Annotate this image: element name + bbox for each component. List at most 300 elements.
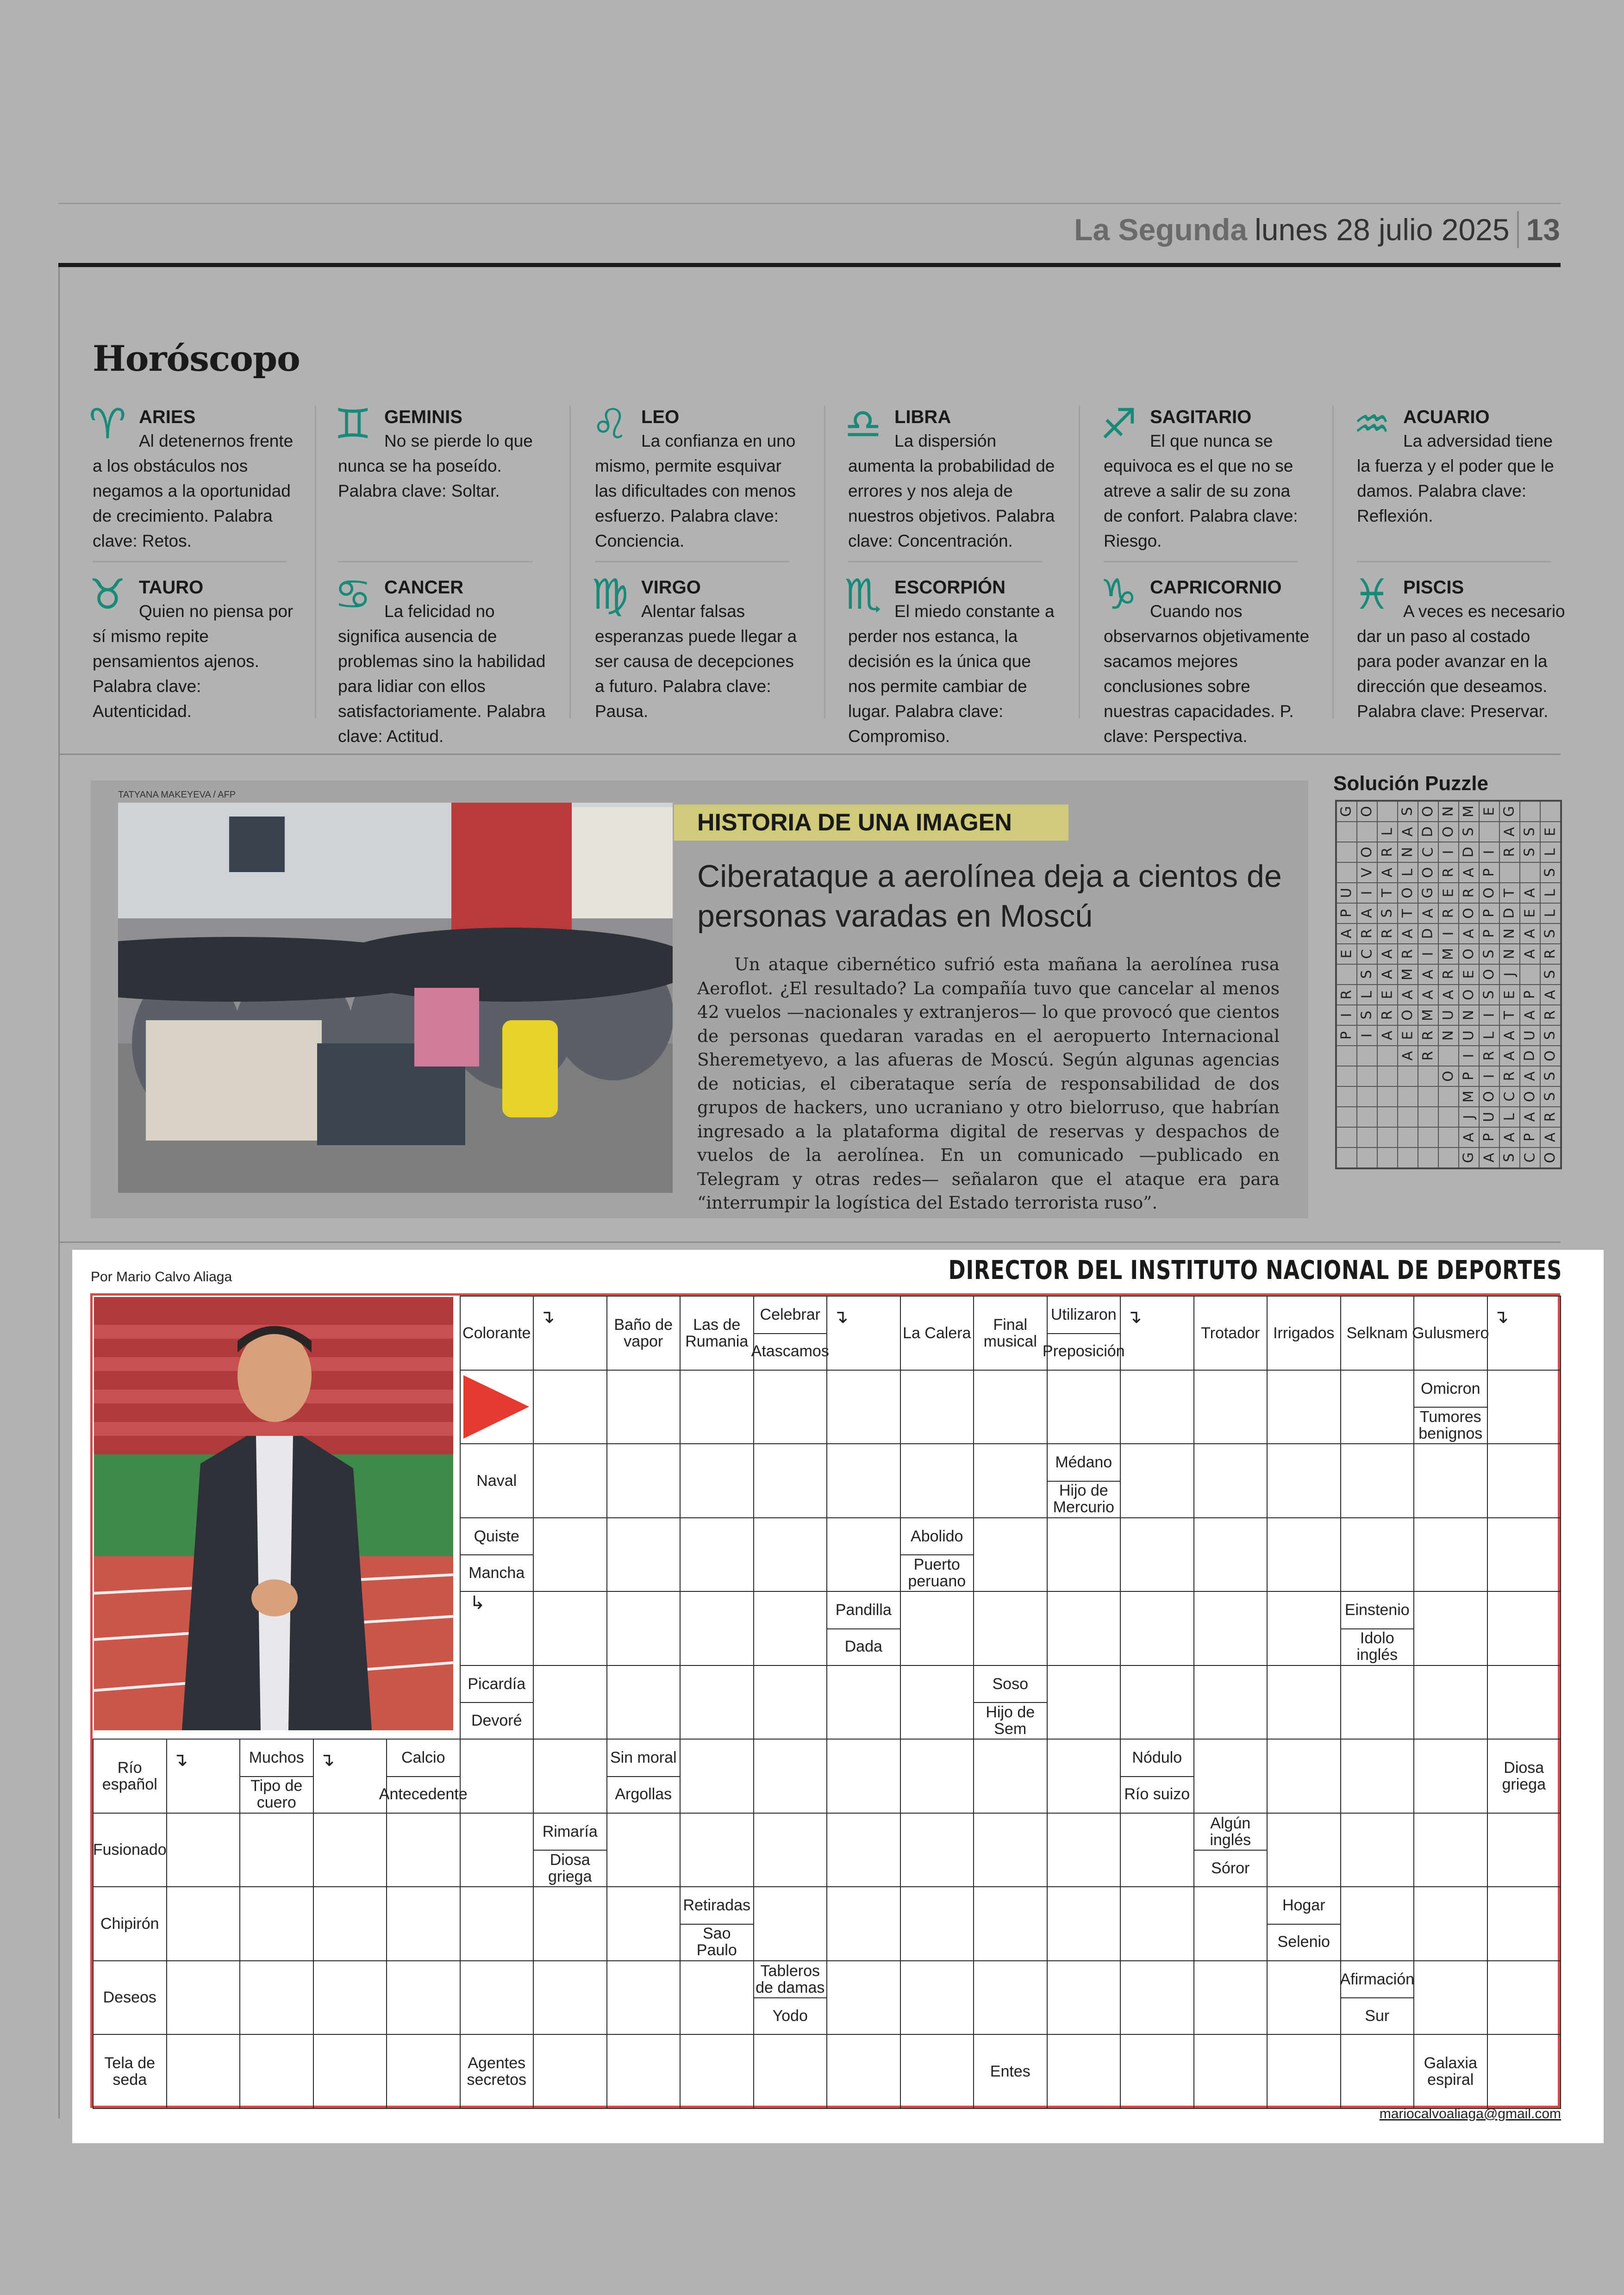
solution-letter: G bbox=[1338, 806, 1355, 817]
answer-cell[interactable] bbox=[973, 1960, 1048, 2035]
answer-cell[interactable] bbox=[973, 1517, 1048, 1592]
down-arrow-icon: ↴ bbox=[1126, 1306, 1142, 1328]
horoscope-sign-virgo bbox=[591, 570, 803, 724]
clue-text: Irrigados bbox=[1273, 1324, 1335, 1342]
answer-cell[interactable] bbox=[1413, 1739, 1488, 1814]
answer-cell[interactable] bbox=[1340, 2034, 1415, 2109]
solution-cell bbox=[1520, 842, 1540, 862]
solution-letter: A bbox=[1399, 990, 1416, 1000]
sign-text: Al detenernos frente a los obstáculos nos negamos a la oportunidad de crecimiento. Palabra clave: Retos. bbox=[93, 431, 294, 550]
zodiac-icon: ♌ bbox=[591, 400, 629, 449]
answer-cell[interactable] bbox=[313, 1886, 387, 1961]
answer-cell[interactable] bbox=[1340, 1443, 1415, 1518]
clue-cell bbox=[1340, 1296, 1415, 1371]
answer-cell[interactable] bbox=[1267, 1665, 1341, 1740]
sign-name: CANCER bbox=[384, 577, 464, 598]
solution-cell bbox=[1499, 822, 1520, 842]
answer-cell[interactable] bbox=[1120, 1813, 1194, 1888]
solution-letter: R bbox=[1440, 908, 1456, 918]
horoscope-sign-escorpin bbox=[844, 570, 1056, 749]
clue-cell bbox=[93, 1739, 167, 1814]
solution-cell bbox=[1520, 1066, 1540, 1086]
answer-cell[interactable] bbox=[1487, 1960, 1562, 2035]
solution-letter: O bbox=[1542, 1152, 1558, 1163]
answer-cell[interactable] bbox=[166, 1960, 241, 2035]
solution-letter: M bbox=[1419, 1009, 1436, 1021]
clue-cell bbox=[1193, 1813, 1268, 1888]
answer-cell[interactable] bbox=[1267, 1960, 1341, 2035]
sign-name: LEO bbox=[641, 407, 680, 427]
answer-cell[interactable] bbox=[1047, 2034, 1121, 2109]
answer-cell[interactable] bbox=[1267, 1739, 1341, 1814]
solution-cell bbox=[1398, 1005, 1418, 1025]
answer-cell[interactable] bbox=[1487, 1813, 1562, 1888]
answer-cell[interactable] bbox=[1413, 1813, 1488, 1888]
solution-cell bbox=[1479, 1066, 1499, 1086]
answer-cell[interactable] bbox=[973, 1370, 1048, 1445]
sign-name: GEMINIS bbox=[384, 407, 462, 427]
solution-letter: I bbox=[1480, 850, 1497, 854]
solution-cell bbox=[1459, 1086, 1479, 1107]
solution-letter: R bbox=[1542, 1010, 1558, 1020]
answer-cell[interactable] bbox=[533, 1443, 607, 1518]
clue-text: Afirmación bbox=[1340, 1970, 1415, 1988]
answer-cell[interactable] bbox=[1340, 1665, 1415, 1740]
answer-cell[interactable] bbox=[826, 2034, 901, 2109]
answer-cell[interactable] bbox=[1487, 2034, 1562, 2109]
answer-cell[interactable] bbox=[826, 1517, 901, 1592]
clue-text: Puerto peruano bbox=[908, 1555, 966, 1590]
answer-cell[interactable] bbox=[753, 1370, 828, 1445]
answer-cell[interactable] bbox=[606, 1960, 681, 2035]
answer-cell[interactable] bbox=[1047, 1813, 1121, 1888]
clue-cell bbox=[1413, 2034, 1488, 2109]
answer-cell[interactable] bbox=[1487, 1886, 1562, 1961]
answer-cell[interactable] bbox=[1267, 1813, 1341, 1888]
horoscope-sign-aries bbox=[89, 400, 301, 554]
answer-cell[interactable] bbox=[1120, 1517, 1194, 1592]
answer-cell[interactable] bbox=[1047, 1370, 1121, 1445]
solution-cell bbox=[1438, 1025, 1459, 1046]
answer-cell[interactable] bbox=[826, 1960, 901, 2035]
answer-cell[interactable] bbox=[753, 2034, 828, 2109]
answer-cell[interactable] bbox=[1340, 1886, 1415, 1961]
answer-cell[interactable] bbox=[973, 1886, 1048, 1961]
horoscope-sign-leo bbox=[591, 400, 803, 554]
answer-cell[interactable] bbox=[1120, 2034, 1194, 2109]
solution-letter: A bbox=[1379, 949, 1395, 959]
solution-letter: S bbox=[1521, 848, 1538, 857]
solution-cell bbox=[1418, 1086, 1438, 1107]
solution-cell bbox=[1377, 903, 1398, 923]
answer-cell[interactable] bbox=[753, 1813, 828, 1888]
sign-text: La dispersión aumenta la probabilidad de errores y nos aleja de nuestros objetivos. Palabra clave: Concentración. bbox=[848, 431, 1055, 550]
answer-cell[interactable] bbox=[1413, 1886, 1488, 1961]
answer-cell[interactable] bbox=[1047, 1960, 1121, 2035]
solution-cell bbox=[1499, 1107, 1520, 1127]
solution-cell bbox=[1377, 1127, 1398, 1148]
answer-cell[interactable] bbox=[753, 1886, 828, 1961]
answer-cell[interactable] bbox=[680, 1370, 754, 1445]
solution-letter: S bbox=[1501, 1153, 1518, 1162]
solution-cell bbox=[1398, 1086, 1418, 1107]
sign-separator bbox=[93, 561, 287, 562]
header-divider bbox=[1517, 211, 1519, 248]
solution-cell bbox=[1499, 842, 1520, 862]
solution-letter: E bbox=[1542, 827, 1558, 836]
solution-cell bbox=[1499, 1127, 1520, 1148]
clue-cell bbox=[1340, 1960, 1415, 2035]
sign-separator bbox=[338, 561, 532, 562]
answer-cell[interactable] bbox=[1120, 1886, 1194, 1961]
answer-cell[interactable] bbox=[680, 1591, 754, 1666]
clue-cell bbox=[1120, 1739, 1194, 1814]
solution-cell bbox=[1520, 1086, 1540, 1107]
answer-cell[interactable] bbox=[826, 1370, 901, 1445]
solution-cell bbox=[1520, 883, 1540, 903]
answer-cell[interactable] bbox=[1487, 1370, 1562, 1445]
answer-cell[interactable] bbox=[1340, 1517, 1415, 1592]
clue-cell bbox=[460, 1665, 534, 1740]
answer-cell[interactable] bbox=[680, 1665, 754, 1740]
answer-cell[interactable] bbox=[753, 1443, 828, 1518]
solution-letter: I bbox=[1460, 1054, 1477, 1058]
answer-cell[interactable] bbox=[1267, 1591, 1341, 1666]
clue-text: Nódulo bbox=[1132, 1749, 1182, 1767]
answer-cell[interactable] bbox=[533, 1591, 607, 1666]
solution-letter: I bbox=[1480, 1074, 1497, 1079]
clue-text: Gulusmero bbox=[1412, 1324, 1489, 1342]
answer-cell[interactable] bbox=[1120, 1370, 1194, 1445]
answer-cell[interactable] bbox=[753, 1665, 828, 1740]
answer-cell[interactable] bbox=[900, 1370, 974, 1445]
solution-letter: O bbox=[1481, 1091, 1497, 1102]
solution-cell bbox=[1357, 842, 1377, 862]
solution-cell bbox=[1499, 862, 1520, 883]
solution-cell bbox=[1479, 964, 1499, 985]
clue-text: Celebrar bbox=[760, 1306, 820, 1324]
column-separator bbox=[569, 405, 571, 718]
column-separator bbox=[824, 405, 825, 718]
answer-cell[interactable] bbox=[753, 1739, 828, 1814]
solution-cell bbox=[1520, 985, 1540, 1005]
solution-cell bbox=[1377, 1025, 1398, 1046]
solution-letter: A bbox=[1338, 929, 1355, 939]
answer-cell[interactable] bbox=[386, 1813, 461, 1888]
answer-cell[interactable] bbox=[826, 1739, 901, 1814]
column-separator bbox=[315, 405, 316, 718]
answer-cell[interactable] bbox=[753, 1591, 828, 1666]
clue-cell bbox=[1047, 1443, 1121, 1518]
answer-cell[interactable] bbox=[900, 1665, 974, 1740]
sign-text: Cuando nos observarnos objetivamente sacamos mejores conclusiones sobre nuestras capacidades. P. clave: Perspectiva. bbox=[1104, 602, 1310, 746]
clue-cell bbox=[680, 1296, 754, 1371]
answer-cell[interactable] bbox=[1340, 1739, 1415, 1814]
answer-cell[interactable] bbox=[606, 1665, 681, 1740]
answer-cell[interactable] bbox=[313, 1813, 387, 1888]
solution-cell bbox=[1398, 964, 1418, 985]
solution-letter: D bbox=[1501, 908, 1518, 919]
answer-cell[interactable] bbox=[533, 1886, 607, 1961]
solution-cell bbox=[1479, 1148, 1499, 1168]
answer-cell[interactable] bbox=[900, 1960, 974, 2035]
solution-cell bbox=[1357, 1025, 1377, 1046]
answer-cell[interactable] bbox=[1193, 1591, 1268, 1666]
answer-cell[interactable] bbox=[313, 2034, 387, 2109]
solution-letter: P bbox=[1481, 929, 1497, 938]
solution-cell bbox=[1438, 903, 1459, 923]
clue-text: Argollas bbox=[615, 1785, 672, 1803]
answer-cell[interactable] bbox=[753, 1517, 828, 1592]
answer-cell[interactable] bbox=[533, 1517, 607, 1592]
clue-text: Quiste bbox=[474, 1527, 519, 1545]
answer-cell[interactable] bbox=[1120, 1665, 1194, 1740]
solution-letter: I bbox=[1338, 1013, 1355, 1017]
answer-cell[interactable] bbox=[606, 1370, 681, 1445]
answer-cell[interactable] bbox=[1193, 1517, 1268, 1592]
solution-letter: S bbox=[1379, 909, 1395, 918]
answer-cell[interactable] bbox=[900, 1591, 974, 1666]
author-email[interactable]: mariocalvoaliaga@gmail.com bbox=[1379, 2106, 1561, 2121]
answer-cell[interactable] bbox=[826, 1443, 901, 1518]
solution-cell bbox=[1520, 1025, 1540, 1046]
answer-cell[interactable] bbox=[1193, 1886, 1268, 1961]
solution-cell bbox=[1540, 822, 1561, 842]
solution-cell bbox=[1418, 903, 1438, 923]
solution-letter: R bbox=[1399, 949, 1416, 959]
answer-cell[interactable] bbox=[973, 1591, 1048, 1666]
solution-cell bbox=[1540, 1107, 1561, 1127]
solution-grid bbox=[1335, 800, 1562, 1169]
clue-cell bbox=[1267, 1886, 1341, 1961]
answer-cell[interactable] bbox=[1340, 1370, 1415, 1445]
solution-cell bbox=[1459, 1107, 1479, 1127]
solution-letter: N bbox=[1501, 948, 1518, 960]
answer-cell[interactable] bbox=[1193, 2034, 1268, 2109]
answer-cell[interactable] bbox=[1267, 1443, 1341, 1518]
answer-cell[interactable] bbox=[606, 1591, 681, 1666]
clue-text: Rimaría bbox=[542, 1822, 598, 1840]
solution-letter: A bbox=[1379, 1030, 1395, 1041]
answer-cell[interactable] bbox=[386, 2034, 461, 2109]
answer-cell[interactable] bbox=[1413, 1591, 1488, 1666]
answer-cell[interactable] bbox=[973, 1813, 1048, 1888]
solution-cell bbox=[1459, 1046, 1479, 1066]
solution-cell bbox=[1520, 1107, 1540, 1127]
answer-cell[interactable] bbox=[680, 1517, 754, 1592]
answer-cell[interactable] bbox=[606, 1813, 681, 1888]
clue-text: Sin moral bbox=[610, 1749, 677, 1767]
solution-cell bbox=[1337, 903, 1357, 923]
answer-cell[interactable] bbox=[680, 2034, 754, 2109]
solution-cell bbox=[1398, 1127, 1418, 1148]
answer-cell[interactable] bbox=[1340, 1813, 1415, 1888]
answer-cell[interactable] bbox=[533, 1739, 607, 1814]
solution-cell bbox=[1357, 883, 1377, 903]
answer-cell[interactable] bbox=[1120, 1960, 1194, 2035]
answer-cell[interactable] bbox=[1487, 1591, 1562, 1666]
solution-letter: D bbox=[1460, 847, 1477, 858]
answer-cell[interactable] bbox=[460, 1886, 534, 1961]
answer-cell[interactable] bbox=[680, 1813, 754, 1888]
solution-cell bbox=[1459, 903, 1479, 923]
answer-cell[interactable] bbox=[1413, 1443, 1488, 1518]
solution-cell bbox=[1499, 985, 1520, 1005]
answer-cell[interactable] bbox=[1267, 1370, 1341, 1445]
answer-cell[interactable] bbox=[606, 1886, 681, 1961]
answer-cell[interactable] bbox=[460, 1813, 534, 1888]
answer-cell[interactable] bbox=[313, 1960, 387, 2035]
solution-cell bbox=[1479, 944, 1499, 964]
solution-letter: A bbox=[1522, 1010, 1538, 1020]
solution-cell bbox=[1479, 903, 1499, 923]
solution-cell bbox=[1357, 1148, 1377, 1168]
clue-text: Fusionado bbox=[93, 1841, 167, 1859]
answer-cell[interactable] bbox=[1267, 2034, 1341, 2109]
answer-cell[interactable] bbox=[1487, 1443, 1562, 1518]
solution-letter: I bbox=[1358, 891, 1375, 895]
answer-cell[interactable] bbox=[386, 1960, 461, 2035]
answer-cell[interactable] bbox=[1193, 1665, 1268, 1740]
clue-text: La Calera bbox=[903, 1324, 971, 1342]
solution-letter: A bbox=[1461, 929, 1477, 939]
clue-text: Selenio bbox=[1277, 1933, 1330, 1951]
answer-cell[interactable] bbox=[1267, 1517, 1341, 1592]
answer-cell[interactable] bbox=[680, 1739, 754, 1814]
answer-cell[interactable] bbox=[239, 1960, 314, 2035]
solution-cell bbox=[1540, 1005, 1561, 1025]
sign-text: El que nunca se equivoca es el que no se atreve a salir de su zona de confort. Palabra clave: Riesgo. bbox=[1104, 431, 1298, 550]
answer-cell[interactable] bbox=[680, 1960, 754, 2035]
solution-cell bbox=[1357, 944, 1377, 964]
answer-cell[interactable] bbox=[1193, 1443, 1268, 1518]
sign-separator bbox=[1104, 561, 1298, 562]
clue-cell bbox=[239, 1739, 314, 1814]
answer-cell[interactable] bbox=[606, 1517, 681, 1592]
solution-cell bbox=[1418, 842, 1438, 862]
top-rule bbox=[58, 203, 1561, 204]
clue-text: Devoré bbox=[471, 1711, 522, 1729]
answer-cell[interactable] bbox=[166, 2034, 241, 2109]
answer-cell[interactable] bbox=[900, 1739, 974, 1814]
answer-cell[interactable] bbox=[680, 1443, 754, 1518]
answer-cell[interactable] bbox=[1047, 1886, 1121, 1961]
answer-cell[interactable] bbox=[533, 1370, 607, 1445]
answer-cell[interactable] bbox=[239, 2034, 314, 2109]
answer-cell[interactable] bbox=[826, 1886, 901, 1961]
solution-cell bbox=[1337, 801, 1357, 822]
solution-cell bbox=[1398, 903, 1418, 923]
column-separator bbox=[1332, 405, 1334, 718]
newspaper-name: La Segunda bbox=[1074, 212, 1248, 247]
answer-cell[interactable] bbox=[900, 1443, 974, 1518]
answer-cell[interactable] bbox=[166, 1813, 241, 1888]
answer-cell[interactable] bbox=[900, 1886, 974, 1961]
solution-cell bbox=[1479, 985, 1499, 1005]
answer-cell[interactable] bbox=[1047, 1665, 1121, 1740]
solution-cell bbox=[1398, 842, 1418, 862]
answer-cell[interactable] bbox=[900, 1813, 974, 1888]
page-number: 13 bbox=[1526, 212, 1560, 247]
answer-cell[interactable] bbox=[1047, 1517, 1121, 1592]
answer-cell[interactable] bbox=[826, 1813, 901, 1888]
answer-cell[interactable] bbox=[1193, 1370, 1268, 1445]
zodiac-icon: ♈ bbox=[89, 400, 126, 449]
header-rule bbox=[58, 263, 1561, 267]
solution-cell bbox=[1459, 801, 1479, 822]
solution-letter: E bbox=[1461, 970, 1477, 979]
solution-cell bbox=[1520, 944, 1540, 964]
solution-letter: A bbox=[1522, 1071, 1538, 1081]
solution-cell bbox=[1459, 923, 1479, 944]
solution-letter: O bbox=[1461, 908, 1477, 919]
answer-cell[interactable] bbox=[1047, 1591, 1121, 1666]
answer-cell[interactable] bbox=[1487, 1517, 1562, 1592]
solution-letter: O bbox=[1420, 867, 1436, 878]
answer-cell[interactable] bbox=[973, 1739, 1048, 1814]
answer-cell[interactable] bbox=[606, 1443, 681, 1518]
solution-cell bbox=[1459, 822, 1479, 842]
solution-cell bbox=[1377, 1005, 1398, 1025]
solution-letter: E bbox=[1501, 990, 1518, 999]
answer-cell[interactable] bbox=[1193, 1739, 1268, 1814]
answer-cell[interactable] bbox=[900, 2034, 974, 2109]
solution-letter: A bbox=[1461, 1132, 1477, 1142]
solution-cell bbox=[1418, 1148, 1438, 1168]
solution-letter: C bbox=[1358, 949, 1375, 959]
solution-letter: U bbox=[1481, 1112, 1497, 1122]
solution-cell bbox=[1520, 1005, 1540, 1025]
answer-cell[interactable] bbox=[606, 2034, 681, 2109]
answer-cell[interactable] bbox=[1120, 1591, 1194, 1666]
answer-cell[interactable] bbox=[973, 1443, 1048, 1518]
solution-cell bbox=[1398, 923, 1418, 944]
answer-cell[interactable] bbox=[460, 1960, 534, 2035]
answer-cell[interactable] bbox=[1120, 1443, 1194, 1518]
answer-cell[interactable] bbox=[386, 1886, 461, 1961]
answer-cell[interactable] bbox=[1047, 1739, 1121, 1814]
solution-cell bbox=[1438, 1086, 1459, 1107]
zodiac-icon: ♋ bbox=[334, 570, 372, 619]
answer-cell[interactable] bbox=[1413, 1517, 1488, 1592]
solution-cell bbox=[1357, 903, 1377, 923]
solution-cell bbox=[1479, 1107, 1499, 1127]
solution-cell bbox=[1520, 862, 1540, 883]
answer-cell[interactable] bbox=[166, 1886, 241, 1961]
solution-cell bbox=[1337, 862, 1357, 883]
answer-cell[interactable] bbox=[1413, 1665, 1488, 1740]
horoscope-sign-geminis bbox=[334, 400, 546, 504]
solution-cell bbox=[1438, 1046, 1459, 1066]
answer-cell[interactable] bbox=[239, 1886, 314, 1961]
answer-cell[interactable] bbox=[1413, 1960, 1488, 2035]
answer-cell[interactable] bbox=[533, 2034, 607, 2109]
answer-cell[interactable] bbox=[1193, 1960, 1268, 2035]
solution-letter: L bbox=[1399, 868, 1416, 877]
clue-text: Abolido bbox=[911, 1527, 963, 1545]
answer-cell[interactable] bbox=[460, 1739, 534, 1814]
clue-cell bbox=[1193, 1296, 1268, 1371]
answer-cell[interactable] bbox=[239, 1813, 314, 1888]
solution-cell bbox=[1377, 964, 1398, 985]
clue-text: Algún inglés bbox=[1210, 1814, 1251, 1849]
answer-cell[interactable] bbox=[826, 1665, 901, 1740]
solution-letter: A bbox=[1420, 969, 1436, 979]
answer-cell[interactable] bbox=[1487, 1665, 1562, 1740]
answer-cell[interactable] bbox=[533, 1665, 607, 1740]
answer-cell[interactable] bbox=[533, 1960, 607, 2035]
clue-cell bbox=[1413, 1296, 1488, 1371]
